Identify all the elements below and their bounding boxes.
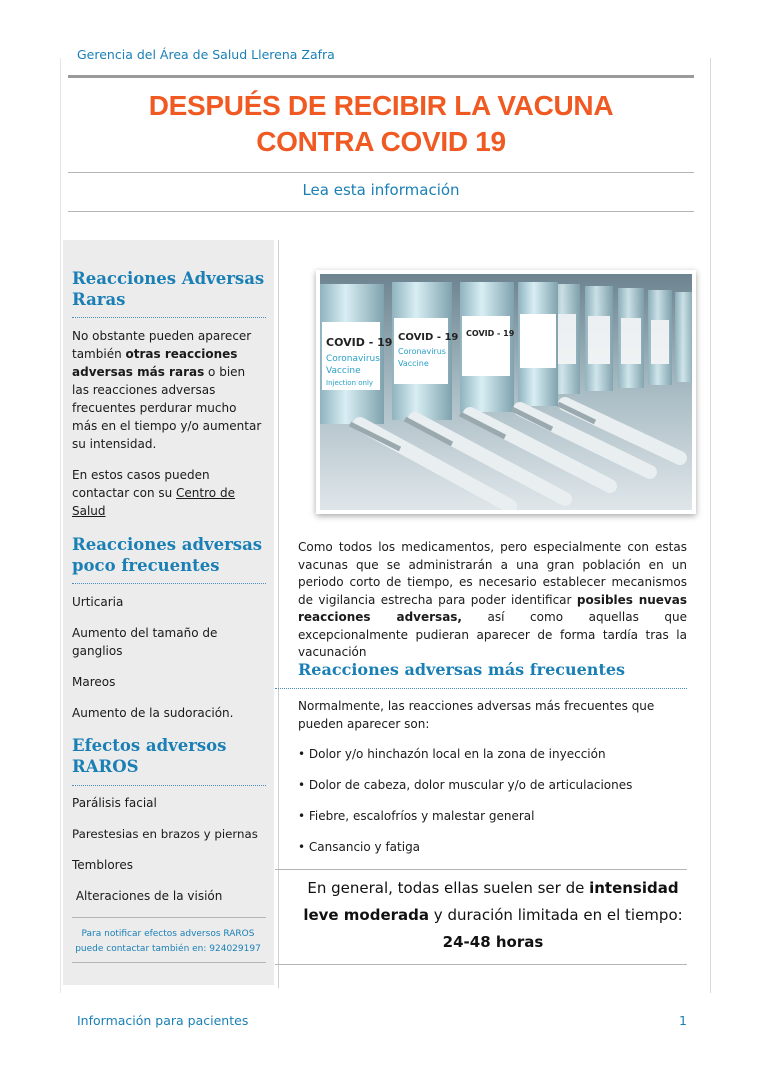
- section-divider: [275, 688, 687, 689]
- vial-label-sub1: Coronavirus: [326, 354, 380, 364]
- title-rule-bottom: [68, 211, 694, 212]
- page-edge-left: [60, 58, 61, 993]
- header-rule: [68, 75, 694, 78]
- heading-line: Reacciones adversas: [72, 535, 263, 554]
- text-run: así como aquellas que excepcionalmente pudieran aparecer de forma tardía tras la vacunación: [298, 610, 687, 659]
- bold-text: posibles nuevas reacciones adversas,: [298, 592, 687, 624]
- vial-label-sub1: Coronavirus: [398, 347, 446, 356]
- health-center-link[interactable]: Centro de Salud: [72, 486, 235, 518]
- section-divider: [72, 317, 266, 318]
- rare-effects-heading: [72, 735, 267, 777]
- section-divider: [72, 583, 266, 584]
- frequent-intro: Normalmente, las reacciones adversas más frecuentes que pueden aparecer son:: [298, 699, 655, 731]
- title-rule-top: [68, 172, 694, 173]
- vial-label-text: COVID - 19: [398, 332, 459, 343]
- callout-rule-top: [275, 869, 687, 870]
- uncommon-reactions-heading: [72, 534, 267, 576]
- contact-text: [72, 466, 264, 520]
- list-item: • Fiebre, escalofríos y malestar general: [298, 809, 535, 823]
- notify-phone: puede contactar también en: 924029197: [75, 944, 261, 954]
- text-run: y duración limitada en el tiempo:: [429, 906, 683, 924]
- text-run: Como todos los medicamentos, pero especialmente con estas vacunas que se administrarán a una gran población en un periodo corto de tiempo, es necesario establecer mecanismos de vigilancia estrecha para poder identificar: [298, 540, 687, 607]
- vial-label-sub2: Vaccine: [326, 366, 361, 376]
- list-item: Aumento de la sudoración.: [72, 706, 234, 720]
- frequent-reactions-heading: Reacciones adversas más frecuentes: [298, 660, 626, 679]
- vial-label-text: COVID - 19: [326, 336, 393, 349]
- duration-callout: [290, 875, 696, 956]
- section-divider: [72, 785, 266, 786]
- list-item: Alteraciones de la visión: [72, 889, 223, 903]
- heading-line: Reacciones Adversas: [72, 269, 265, 288]
- vial-label-sub3: Injection only: [326, 379, 374, 387]
- heading-line: Raras: [72, 290, 126, 309]
- page-number: 1: [679, 1013, 687, 1028]
- rare-reactions-text: [72, 327, 264, 453]
- notify-rule-top: [72, 917, 266, 918]
- bold-text: intensidad leve moderada: [303, 879, 679, 924]
- title-line-1: DESPUÉS DE RECIBIR LA VACUNA: [148, 90, 614, 121]
- footer-label: Información para pacientes: [77, 1013, 249, 1028]
- vial-label-sub2: Vaccine: [398, 359, 429, 368]
- heading-line: poco frecuentes: [72, 556, 220, 575]
- text-run: En estos casos pueden contactar con su: [72, 468, 210, 500]
- column-divider: [278, 240, 279, 988]
- list-item: Temblores: [72, 858, 133, 872]
- notify-line: Para notificar efectos adversos RAROS: [81, 929, 255, 939]
- subtitle: Lea esta información: [302, 181, 460, 199]
- bold-text: otras reacciones adversas más raras: [72, 347, 238, 379]
- list-item: • Cansancio y fatiga: [298, 840, 421, 854]
- organization-header: Gerencia del Área de Salud Llerena Zafra: [77, 47, 335, 62]
- title-line-2: CONTRA COVID 19: [256, 126, 506, 157]
- list-item: Parestesias en brazos y piernas: [72, 827, 258, 841]
- list-item: Parálisis facial: [72, 796, 157, 810]
- list-item: Aumento del tamaño de ganglios: [72, 626, 218, 658]
- duration-hours: 24-48 horas: [442, 933, 544, 951]
- callout-rule-bottom: [275, 964, 687, 965]
- text-run: No obstante pueden aparecer también: [72, 329, 252, 361]
- vial-label-text: COVID - 19: [466, 329, 515, 338]
- text-run: En general, todas ellas suelen ser de: [307, 879, 590, 897]
- list-item: Urticaria: [72, 595, 124, 609]
- heading-line: Efectos adversos: [72, 736, 227, 755]
- rare-reactions-heading: [72, 268, 267, 310]
- notify-rule-bottom: [72, 962, 266, 963]
- vaccine-vials-photo: [316, 270, 696, 514]
- page-edge-right: [710, 58, 711, 993]
- vaccine-vials-illustration: [320, 274, 692, 510]
- list-item: • Dolor de cabeza, dolor muscular y/o de articulaciones: [298, 778, 633, 792]
- heading-line: RAROS: [72, 757, 139, 776]
- notify-box: [68, 927, 268, 957]
- text-run: o bien las reacciones adversas frecuentes perdurar mucho más en el tiempo y/o aumentar su intensidad.: [72, 365, 262, 451]
- intro-paragraph: [298, 539, 687, 662]
- page-title: [68, 88, 694, 160]
- list-item: Mareos: [72, 675, 116, 689]
- list-item: • Dolor y/o hinchazón local en la zona de inyección: [298, 747, 606, 761]
